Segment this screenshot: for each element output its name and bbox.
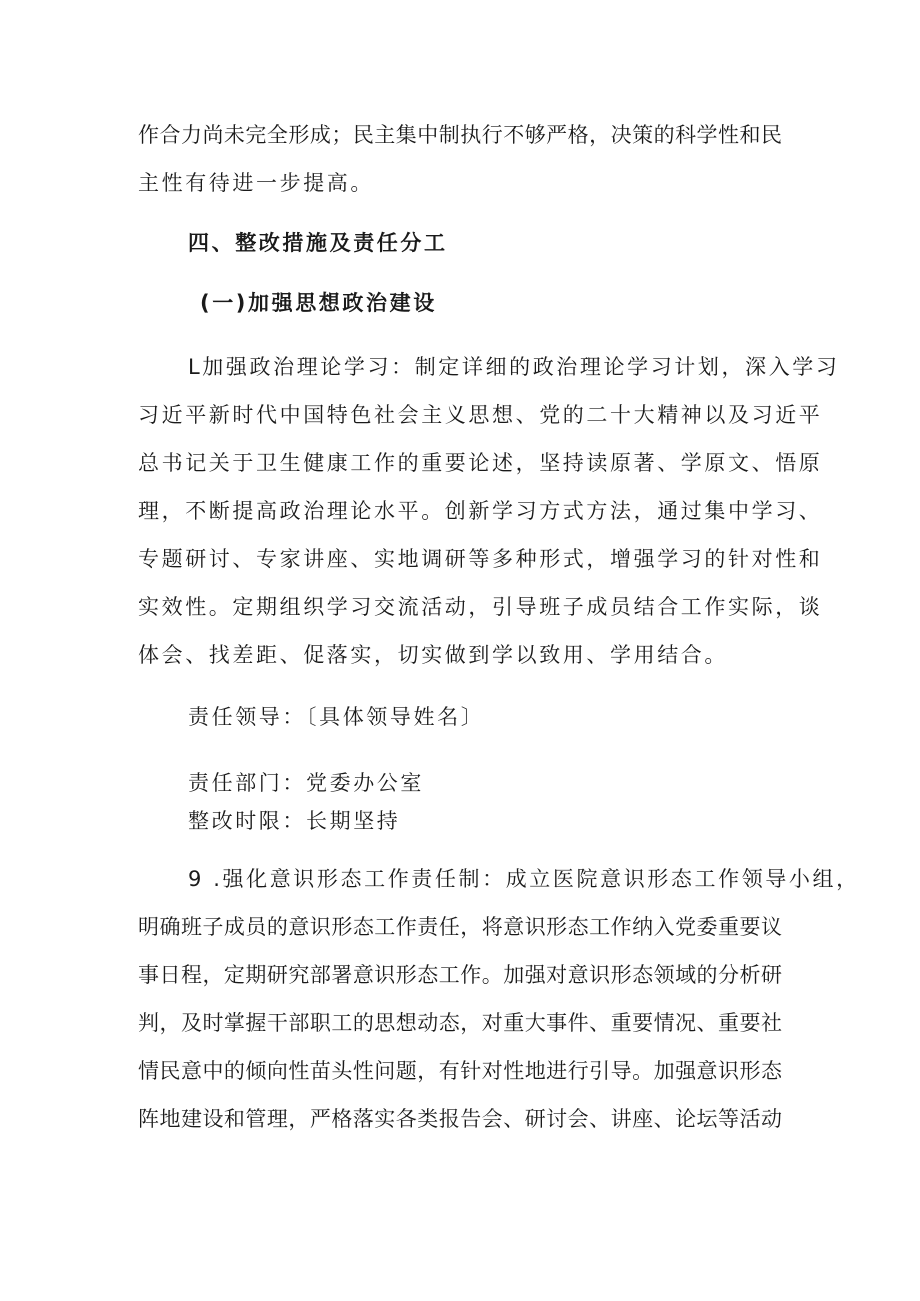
item1-line-4: 理，不断提高政治理论水平。创新学习方式方法，通过集中学习、 xyxy=(138,499,823,523)
section-heading: 四、整改措施及责任分工 xyxy=(188,231,448,255)
item2-line-3: 事日程，定期研究部署意识形态工作。加强对意识形态领域的分析研 xyxy=(138,963,782,987)
subsection-heading: (一)加强思想政治建设 xyxy=(200,291,437,315)
item2-line-4: 判，及时掌握干部职工的思想动态，对重大事件、重要情况、重要社 xyxy=(138,1011,782,1035)
item1-line-2: 习近平新时代中国特色社会主义思想、党的二十大精神以及习近平 xyxy=(138,403,823,427)
item1-line-6: 实效性。定期组织学习交流活动，引导班子成员结合工作实际，谈 xyxy=(138,595,823,619)
item2-line-6: 阵地建设和管理，严格落实各类报告会、研讨会、讲座、论坛等活动 xyxy=(138,1107,782,1131)
deadline: 整改时限：长期坚持 xyxy=(188,809,401,833)
item2-line-1: 9 .强化意识形态工作责任制：成立医院意识形态工作领导小组， xyxy=(188,867,860,891)
item1-line-5: 专题研讨、专家讲座、实地调研等多种形式，增强学习的针对性和 xyxy=(138,547,823,571)
intro-line-1: 作合力尚未完全形成；民主集中制执行不够严格，决策的科学性和民 xyxy=(138,123,782,147)
item2-line-2: 明确班子成员的意识形态工作责任，将意识形态工作纳入党委重要议 xyxy=(138,915,782,939)
item2-line-5: 情民意中的倾向性苗头性问题，有针对性地进行引导。加强意识形态 xyxy=(138,1059,782,1083)
item1-line-3: 总书记关于卫生健康工作的重要论述，坚持读原著、学原文、悟原 xyxy=(138,451,823,475)
item1-line-1: L加强政治理论学习：制定详细的政治理论学习计划，深入学习 xyxy=(188,355,840,379)
responsible-leader: 责任领导：〔具体领导姓名〕 xyxy=(188,705,485,729)
item1-line-7: 体会、找差距、促落实，切实做到学以致用、学用结合。 xyxy=(138,643,728,667)
responsible-dept: 责任部门：党委办公室 xyxy=(188,771,424,795)
intro-line-2: 主性有待进一步提高。 xyxy=(138,171,374,195)
